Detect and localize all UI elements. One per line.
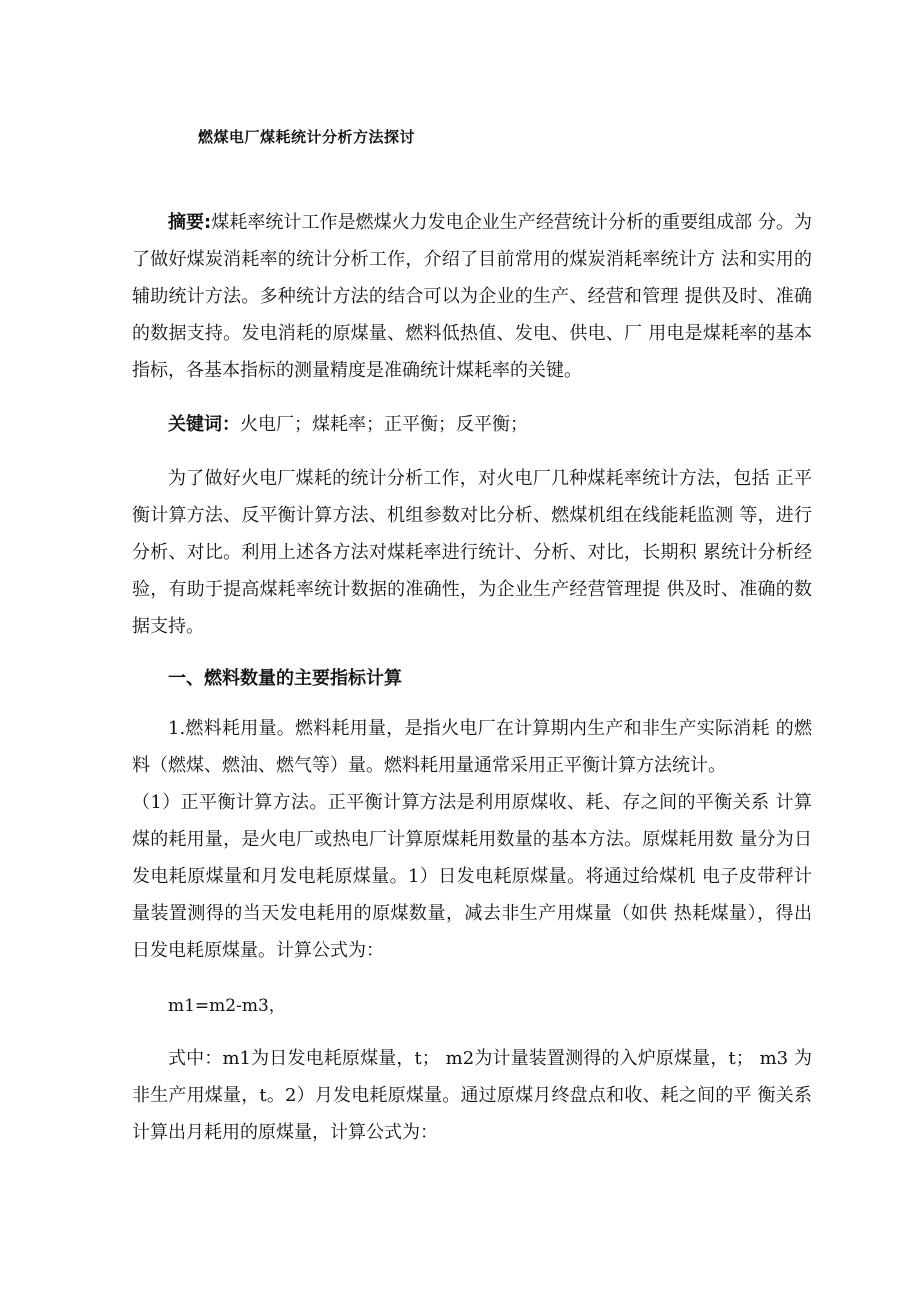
section1-paragraph-1: 1.燃料耗用量。燃料耗用量，是指火电厂在计算期内生产和非生产实际消耗 的燃料（燃煤、燃油、燃气等）量。燃料耗用量通常采用正平衡计算方法统计。 [132, 718, 812, 776]
keywords-paragraph [132, 406, 812, 443]
section1-paragraph-2: （1）正平衡计算方法。正平衡计算方法是利用原煤收、耗、存之间的平衡关系 计算煤的耗用量，是火电厂或热电厂计算原煤耗用数量的基本方法。原煤耗用数 量分为日发电耗原煤量和月发电耗原煤量。1）日发电耗原煤量。将通过给煤机 电子皮带秤计量装置测得的当天发电耗用的原煤数量，减去非生产用煤量（如供 热耗煤量），得出日发电耗原煤量。计算公式为： [132, 792, 812, 961]
formula-note-paragraph: 式中：m1为日发电耗原煤量，t； m2为计量装置测得的入炉原煤量，t； m3 为非生产用煤量，t。2）月发电耗原煤量。通过原煤月终盘点和收、耗之间的平 衡关系计算出月耗用的原煤量，计算公式为： [132, 1048, 812, 1143]
formula-m1: m1=m2-m3， [168, 996, 286, 1016]
abstract-label: 摘要: [168, 212, 212, 233]
keywords-text: 火电厂；煤耗率；正平衡；反平衡； [240, 414, 528, 435]
abstract-text: 煤耗率统计工作是燃煤火力发电企业生产经营统计分析的重要组成部 分。为了做好煤炭消耗率的统计分析工作，介绍了目前常用的煤炭消耗率统计方 法和实用的辅助统计方法。多种统计方法的结合可以为企业的生产、经营和管理 提供及时、准确的数据支持。发电消耗的原煤量、燃料低热值、发电、供电、厂 用电是煤耗率的基本指标，各基本指标的测量精度是准确统计煤耗率的关键。 [132, 212, 813, 381]
document-title: 燃煤电厂煤耗统计分析方法探讨 [198, 128, 416, 146]
abstract-paragraph [132, 204, 812, 389]
keywords-label: 关键词： [168, 414, 240, 435]
section-heading-1: 一、燃料数量的主要指标计算 [168, 668, 402, 689]
intro-paragraph: 为了做好火电厂煤耗的统计分析工作，对火电厂几种煤耗率统计方法，包括 正平衡计算方法、反平衡计算方法、机组参数对比分析、燃煤机组在线能耗监测 等，进行分析、对比。利用上述各方法对煤耗率进行统计、分析、对比，长期积 累统计分析经验，有助于提高煤耗率统计数据的准确性，为企业生产经营管理提 供及时、准确的数据支持。 [132, 468, 812, 637]
